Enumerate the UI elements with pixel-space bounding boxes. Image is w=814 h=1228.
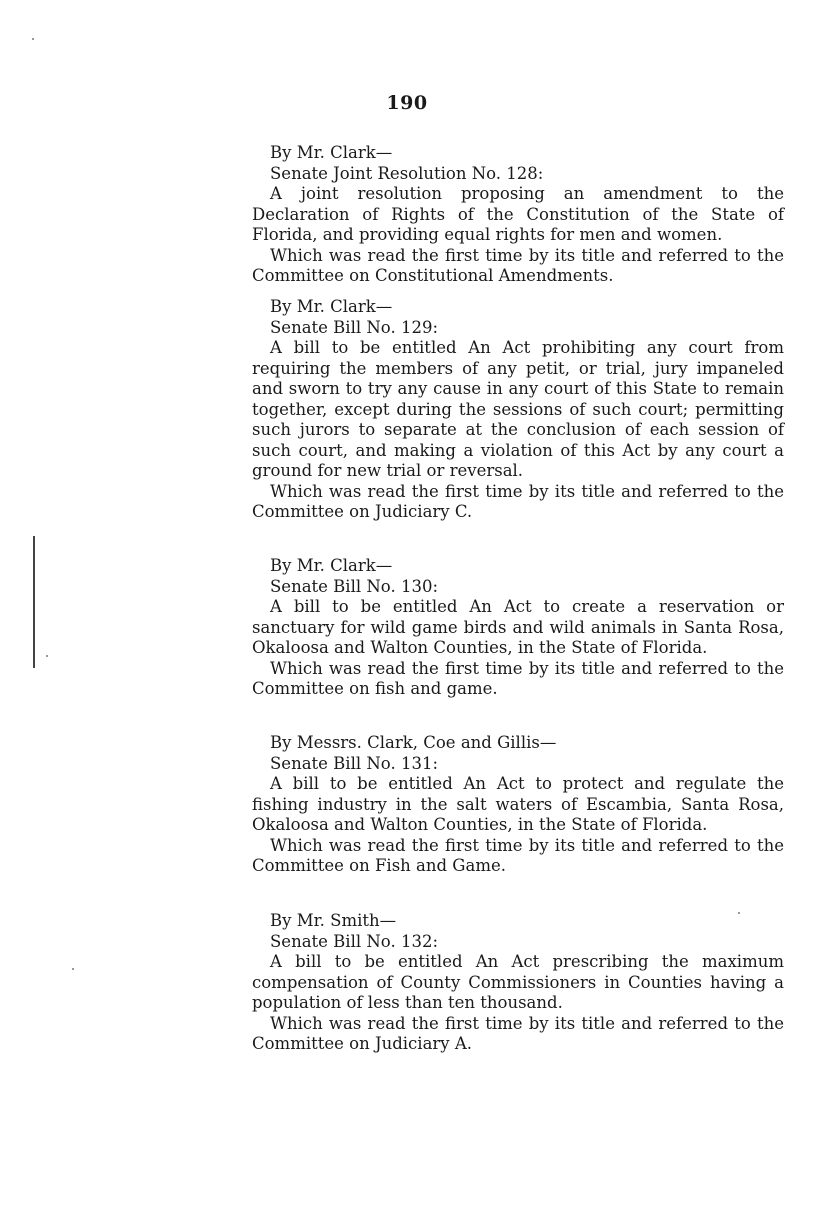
entry-sponsor: By Mr. Clark—	[270, 297, 393, 316]
entry-action: Which was read the first time by its title and referred to the Committee on Fish and Game.	[252, 835, 784, 875]
entry-sponsor: By Mr. Clark—	[270, 143, 393, 162]
entry-sponsor: By Mr. Smith—	[270, 911, 397, 930]
scan-speck	[738, 912, 740, 914]
entry-bill-number: Senate Joint Resolution No. 128:	[270, 163, 544, 183]
entry-description: A bill to be entitled An Act to create a reservation or sanctuary for wild game birds and wild animals in Santa Rosa, Okaloosa and Walton Counties, in the State of Florida.	[252, 597, 784, 657]
entry-bill-number: Senate Bill No. 129:	[270, 317, 438, 337]
entry-sb-129	[252, 297, 784, 523]
scan-speck	[32, 38, 34, 40]
entry-action: Which was read the first time by its title and referred to the Committee on Judiciary A.	[252, 1013, 784, 1053]
entry-description: A bill to be entitled An Act prescribing the maximum compensation of County Commissioners in Counties having a population of less than ten thousand.	[252, 952, 784, 1012]
entry-sb-132	[252, 911, 784, 1055]
scan-speck	[46, 655, 48, 657]
entry-bill-number: Senate Bill No. 131:	[270, 753, 438, 773]
entry-bill-number: Senate Bill No. 130:	[270, 576, 438, 596]
entry-action: Which was read the first time by its title and referred to the Committee on fish and game.	[252, 658, 784, 698]
margin-scan-mark	[33, 536, 35, 668]
scan-speck	[72, 968, 74, 970]
page-number: 190	[386, 92, 428, 114]
entry-description: A bill to be entitled An Act to protect and regulate the fishing industry in the salt waters of Escambia, Santa Rosa, Okaloosa and Walton Counties, in the State of Florida.	[252, 774, 784, 834]
entry-bill-number: Senate Bill No. 132:	[270, 931, 438, 951]
entry-sb-130	[252, 556, 784, 700]
entry-sponsor: By Mr. Clark—	[270, 556, 393, 575]
entry-description: A bill to be entitled An Act prohibiting any court from requiring the members of any petit, or trial, jury impaneled and sworn to try any cause in any court of this State to remain together, except during the sessions of such court; permitting such jurors to separate at the conclusion of each session of such court, and making a violation of this Act by any court a ground for new trial or reversal.	[252, 338, 784, 480]
entry-sb-131	[252, 733, 784, 877]
entry-description: A joint resolution proposing an amendment to the Declaration of Rights of the Constitution of the State of Florida, and providing equal rights for men and women.	[252, 184, 784, 244]
entry-sponsor: By Messrs. Clark, Coe and Gillis—	[270, 733, 557, 752]
entry-sjr-128	[252, 143, 784, 287]
entry-action: Which was read the first time by its title and referred to the Committee on Judiciary C.	[252, 481, 784, 521]
entry-action: Which was read the first time by its title and referred to the Committee on Constitutional Amendments.	[252, 245, 784, 285]
